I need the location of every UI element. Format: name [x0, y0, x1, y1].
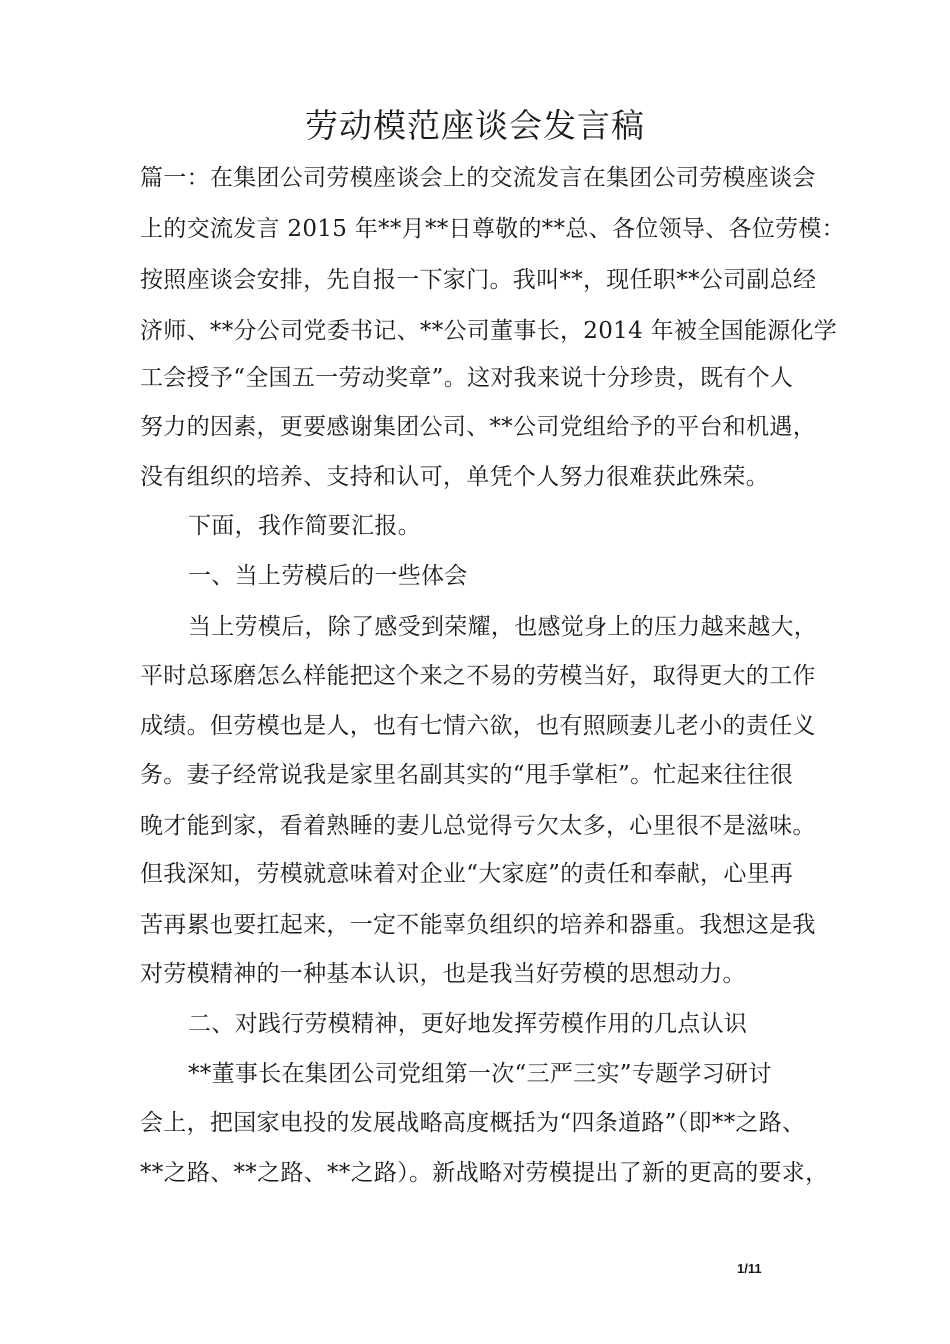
body-line: 努力的因素，更要感谢集团公司、**公司党组给予的平台和机遇，	[140, 414, 816, 440]
body-line: 但我深知，劳模就意味着对企业“大家庭”的责任和奉献，心里再	[140, 861, 794, 887]
page-number: 1/11	[737, 1261, 762, 1276]
body-line: 务。妻子经常说我是家里名副其实的“甩手掌柜”。忙起来往往很	[140, 762, 794, 788]
body-line: 会上，把国家电投的发展战略高度概括为“四条道路”（即**之路、	[140, 1110, 806, 1136]
body-line: 成绩。但劳模也是人，也有七情六欲，也有照顾妻儿老小的责任义	[140, 713, 816, 739]
body-line: 对劳模精神的一种基本认识，也是我当好劳模的思想动力。	[140, 961, 746, 987]
body-line: 济师、**分公司党委书记、**公司董事长，2014 年被全国能源化学	[140, 318, 838, 344]
body-line: 上的交流发言 2015 年**月**日尊敬的**总、各位领导、各位劳模：	[140, 216, 845, 242]
body-line: 下面，我作简要汇报。	[188, 513, 421, 539]
section-heading: 二、对践行劳模精神，更好地发挥劳模作用的几点认识	[188, 1011, 748, 1037]
body-line: 平时总琢磨怎么样能把这个来之不易的劳模当好，取得更大的工作	[140, 663, 816, 689]
body-line: 当上劳模后，除了感受到荣耀，也感觉身上的压力越来越大，	[188, 614, 818, 640]
section-heading: 一、当上劳模后的一些体会	[188, 563, 468, 589]
body-line: 晚才能到家，看着熟睡的妻儿总觉得亏欠太多，心里很不是滋味。	[140, 813, 816, 839]
document-title: 劳动模范座谈会发言稿	[305, 106, 645, 145]
body-line: 工会授予“全国五一劳动奖章”。这对我来说十分珍贵，既有个人	[140, 365, 794, 391]
body-line: **董事长在集团公司党组第一次“三严三实”专题学习研讨	[188, 1061, 772, 1087]
body-line: 没有组织的培养、支持和认可，单凭个人努力很难获此殊荣。	[140, 464, 770, 490]
body-line: **之路、**之路、**之路）。新战略对劳模提出了新的更高的要求，	[140, 1160, 829, 1186]
body-line: 篇一：在集团公司劳模座谈会上的交流发言在集团公司劳模座谈会	[140, 165, 816, 191]
body-line: 按照座谈会安排，先自报一下家门。我叫**，现任职**公司副总经	[140, 267, 817, 293]
body-line: 苦再累也要扛起来，一定不能辜负组织的培养和器重。我想这是我	[140, 912, 816, 938]
